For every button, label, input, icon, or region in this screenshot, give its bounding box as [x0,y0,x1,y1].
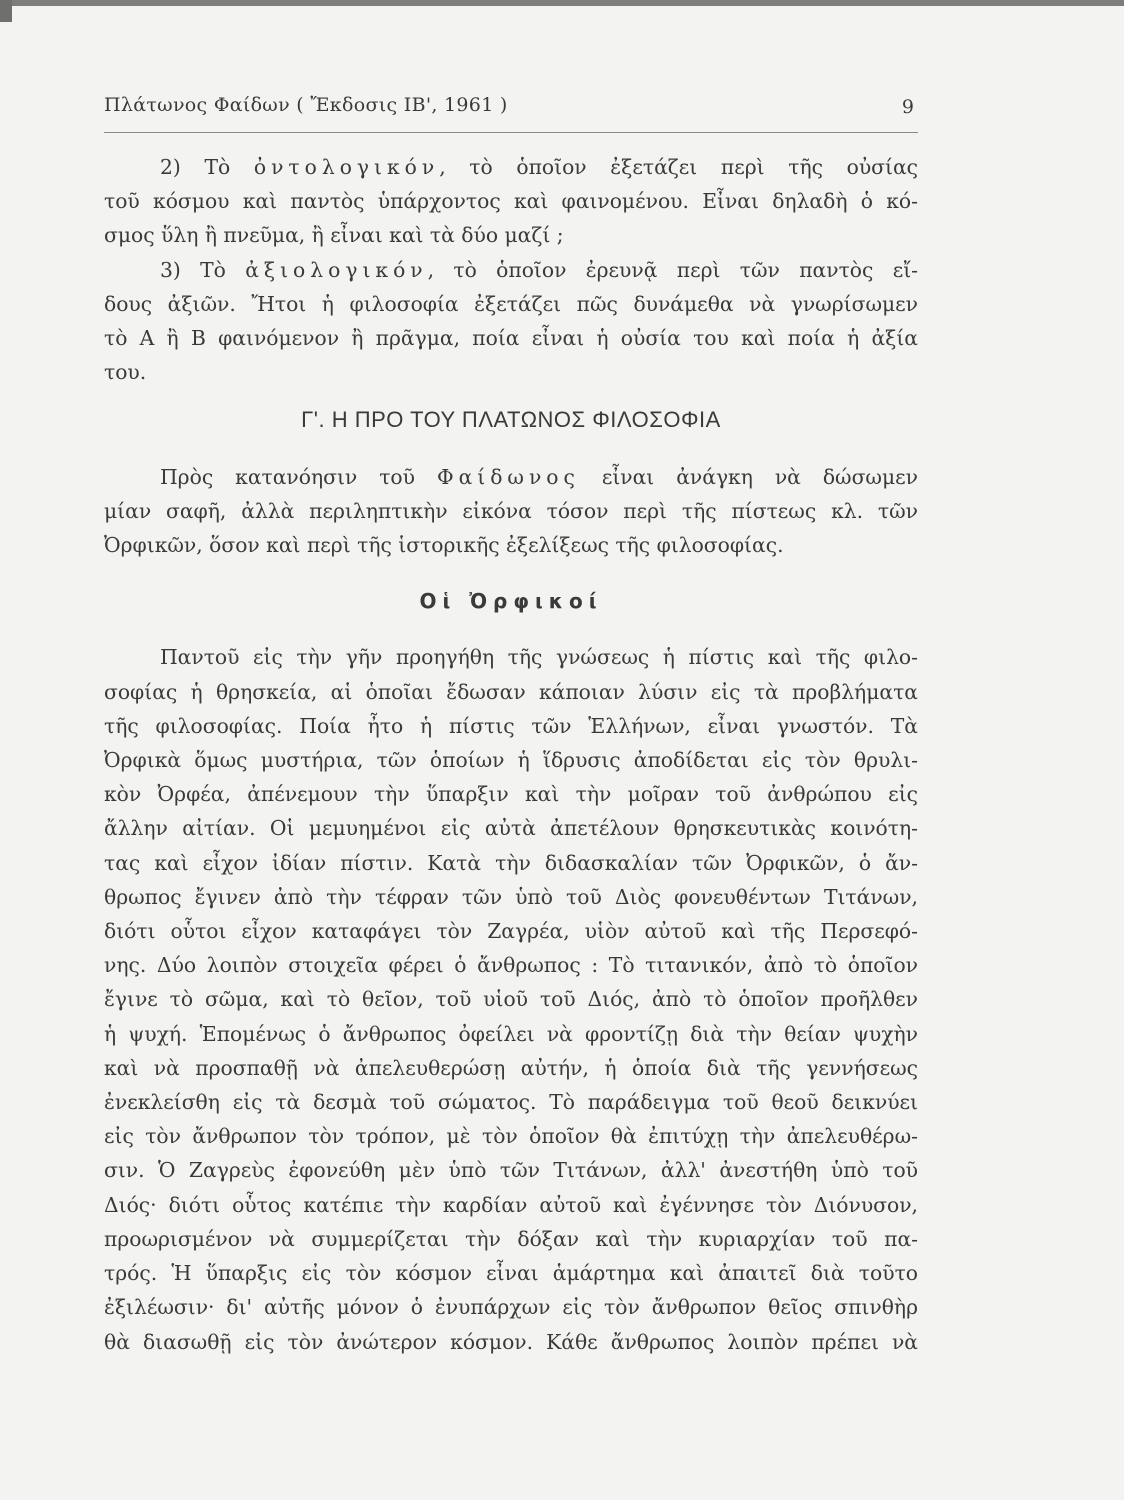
paragraph-line: εἰς τὸν ἄνθρωπον τὸν τρόπον, μὲ τὸν ὁποῖον θὰ ἐπιτύχῃ τὴν ἀπελευθέρω- [104,1124,918,1149]
scan-top-edge [0,0,1124,6]
page-number: 9 [901,96,914,118]
paragraph-line: προωρισμένον νὰ συμμερίζεται τὴν δόξαν καὶ τὴν κυριαρχίαν τοῦ πα- [104,1226,918,1251]
paragraph-line: ἡ ψυχή. Ἑπομένως ὁ ἄνθρωπος ὀφείλει νὰ φροντίζῃ διὰ τὴν θείαν ψυχὴν [104,1021,918,1046]
paragraph-line: ἔγινε τὸ σῶμα, καὶ τὸ θεῖον, τοῦ υἱοῦ τοῦ Διός, ἀπὸ τὸ ὁποῖον προῆλθεν [104,987,918,1012]
paragraph-line: νης. Δύο λοιπὸν στοιχεῖα φέρει ὁ ἄνθρωπος : Τὸ τιτανικόν, ἀπὸ τὸ ὁποῖον [104,953,918,978]
paragraph-line: θὰ διασωθῇ εἰς τὸν ἀνώτερον κόσμον. Κάθε ἄνθρωπος λοιπὸν πρέπει νὰ [104,1329,918,1354]
paragraph-line: σοφίας ἡ θρησκεία, αἱ ὁποῖαι ἔδωσαν κάποιαν λύσιν εἰς τὰ προβλήματα [104,679,918,704]
paragraph-line: σμος ὕλη ἢ πνεῦμα, ἢ εἶναι καὶ τὰ δύο μαζί ; [104,223,564,248]
header-title: Πλάτωνος Φαίδων ( Ἔκδοσις ΙΒ', 1961 ) [104,94,508,116]
paragraph-line: κὸν Ὀρφέα, ἀπένεμουν τὴν ὕπαρξιν καὶ τὴν μοῖραν τοῦ ἀνθρώπου εἰς [104,782,918,807]
section-heading: Γ'. Η ΠΡΟ ΤΟΥ ΠΛΑΤΩΝΟΣ ΦΙΛΟΣΟΦΙΑ [301,407,721,433]
paragraph-line: ἐξιλέωσιν· δι' αὐτῆς μόνον ὁ ἐνυπάρχων εἰς τὸν ἄνθρωπον θεῖος σπινθὴρ [104,1295,918,1320]
paragraph-line: τὸ Α ἢ Β φαινόμενον ἢ πρᾶγμα, ποία εἶναι ἡ οὐσία του καὶ ποία ἡ ἀξία [104,326,918,351]
paragraph-line: τρός. Ἡ ὕπαρξις εἰς τὸν κόσμον εἶναι ἁμάρτημα καὶ ἀπαιτεῖ διὰ τοῦτο [104,1261,918,1286]
emphasized-term: ἀξιολογικόν [245,257,428,282]
paragraph-line: του. [104,360,147,385]
paragraph-line: Ὀρφικὰ ὅμως μυστήρια, τῶν ὁποίων ἡ ἵδρυσις ἀποδίδεται εἰς τὸν θρυλι- [104,748,918,773]
paragraph-line: ἐνεκλείσθη εἰς τὰ δεσμὰ τοῦ σώματος. Τὸ παράδειγμα τοῦ θεοῦ δεικνύει [104,1090,918,1115]
paragraph-line: δους ἀξιῶν. Ἤτοι ἡ φιλοσοφία ἐξετάζει πῶς δυνάμεθα νὰ γνωρίσωμεν [104,291,918,316]
paragraph-line: ἄλλην αἰτίαν. Οἱ μεμυημένοι εἰς αὐτὰ ἀπετέλουν θρησκευτικὰς κοινότη- [104,816,918,841]
paragraph-line: διότι οὗτοι εἶχον καταφάγει τὸν Ζαγρέα, υἱὸν αὐτοῦ καὶ τῆς Περσεφό- [104,919,918,944]
emphasized-term: ὀντολογικόν [253,155,440,179]
paragraph-line: Ὀρφικῶν, ὅσον καὶ περὶ τῆς ἱστορικῆς ἐξελίξεως τῆς φιλοσοφίας. [104,533,784,558]
paragraph-line: σιν. Ὁ Ζαγρεὺς ἐφονεύθη μὲν ὑπὸ τῶν Τιτάνων, ἀλλ' ἀνεστήθη ὑπὸ τοῦ [104,1158,918,1183]
paragraph-line: τοῦ κόσμου καὶ παντὸς ὑπάρχοντος καὶ φαινομένου. Εἶναι δηλαδὴ ὁ κό- [104,189,918,214]
subsection-heading: Οἱ Ὀρφικοί [419,589,603,614]
paragraph-line: Παντοῦ εἰς τὴν γῆν προηγήθη τῆς γνώσεως ἡ πίστις καὶ τῆς φιλο- [160,645,918,670]
paragraph-line: Διός· διότι οὗτος κατέπιε τὴν καρδίαν αὐτοῦ καὶ ἐγέννησε τὸν Διόνυσον, [104,1192,918,1217]
paragraph-line: τῆς φιλοσοφίας. Ποία ἦτο ἡ πίστις τῶν Ἑλλήνων, εἶναι γνωστόν. Τὰ [104,713,918,738]
paragraph-line: Πρὸς κατανόησιν τοῦ Φαίδωνος εἶναι ἀνάγκη νὰ δώσωμεν [160,464,918,489]
paragraph-line: θρωπος ἔγινεν ἀπὸ τὴν τέφραν τῶν ὑπὸ τοῦ Διὸς φονευθέντων Τιτάνων, [104,884,918,909]
section-orphics [104,640,918,1358]
paragraph-line: μίαν σαφῆ, ἀλλὰ περιληπτικὴν εἰκόνα τόσον περὶ τῆς πίστεως κλ. τῶν [104,498,918,523]
section-definitions [104,150,918,389]
paragraph-line: 3) Τὸ ἀξιολογικόν, τὸ ὁποῖον ἐρευνᾷ περὶ τῶν παντὸς εἴ- [160,257,919,282]
page-body [104,150,918,1359]
scan-corner-mark [0,0,12,22]
paragraph-line: 2) Τὸ ὀντολογικόν, τὸ ὁποῖον ἐξετάζει περὶ τῆς οὐσίας [160,155,919,179]
running-header [104,92,918,133]
paragraph-line: τας καὶ εἶχον ἰδίαν πίστιν. Κατὰ τὴν διδασκαλίαν τῶν Ὀρφικῶν, ὁ ἄν- [104,850,918,875]
section-intro [104,460,918,563]
emphasized-term: Φαίδωνος [436,464,580,489]
paragraph-line: καὶ νὰ προσπαθῇ νὰ ἀπελευθερώσῃ αὐτήν, ἡ ὁποία διὰ τῆς γεννήσεως [104,1055,918,1080]
